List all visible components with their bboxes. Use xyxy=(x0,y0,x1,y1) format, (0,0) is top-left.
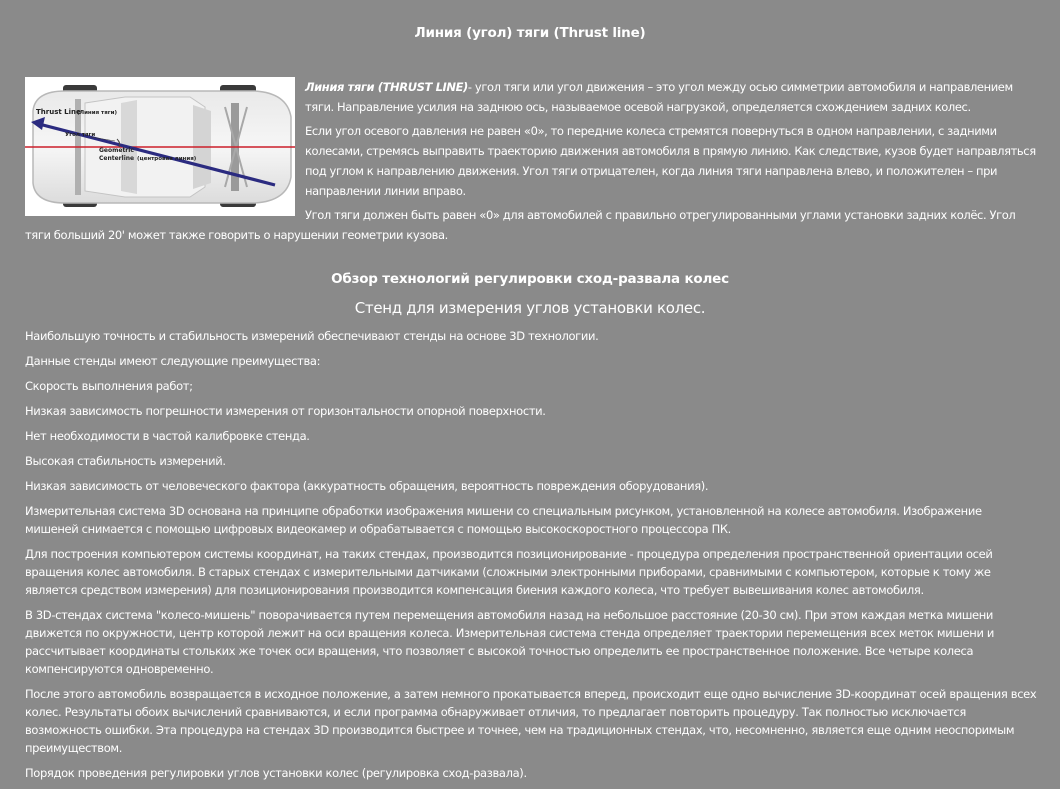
label-thrust-line: Thrust Line xyxy=(36,108,81,116)
paragraph: Измерительная система 3D основана на принципе обработки изображения мишени со специальным рисунком, установленной на колесе автомобиля. Изображение мишеней снимается с помощью цифровых видеокамер и обрабатывается с помощью высокоскоростного процессора ПК. xyxy=(25,504,982,536)
paragraph: В 3D-стендах система "колесо-мишень" поворачивается путем перемещения автомобиля назад на небольшое расстояние (20-30 см). При этом каждая метка мишени движется по окружности, центр которой лежит на оси вращения колеса. Измерительная система стенда определяет траектории перемещения всех меток мишени и рассчитывает координаты стольких же точек оси вращения, что позволяет с высокой точностью определить ее пространственное положение. Все четыре колеса компенсируются одновременно. xyxy=(25,608,994,676)
paragraph: Порядок проведения регулировки углов установки колес (регулировка сход-развала). xyxy=(25,766,527,780)
section-title-alignment-tech: Обзор технологий регулировки сход-развала колес xyxy=(331,271,729,287)
list-item: Нет необходимости в частой калибровке стенда. xyxy=(25,429,310,443)
list-item: Низкая зависимость погрешности измерения от горизонтальности опорной поверхности. xyxy=(25,404,546,418)
paragraph: Для построения компьютером системы координат, на таких стендах, производится позиционирование - процедура определения пространственной ориентации осей вращения колес автомобиля. В старых стендах с измерительными датчиками (сложными электронными приборами, сравнимыми с компьютером, которые к тому же является средством измерения) для позиционирования производится компенсация биения каждого колеса, что требует вывешивания колес автомобиля. xyxy=(25,547,993,597)
section-title-thrust-line: Линия (угол) тяги (Thrust line) xyxy=(414,25,646,41)
paragraph: Наибольшую точность и стабильность измерений обеспечивают стенды на основе 3D технологии. xyxy=(25,329,599,343)
list-item: Скорость выполнения работ; xyxy=(25,379,193,393)
label-centerline-ru: (центровая линия) xyxy=(137,156,197,162)
list-item: Низкая зависимость от человеческого фактора (аккуратность обращения, вероятность повреждения оборудования). xyxy=(25,479,709,493)
intro-paragraph-2: Если угол осевого давления не равен «0», то передние колеса стремятся повернуться в одном направлении, с задними колесами, стремясь выправить траекторию движения автомобиля в прямую линию. Как следствие, кузов будет направляться под углом к направлению движения. Угол тяги отрицателен, когда линия тяги направлена влево, и положителен – при направлении линии вправо. xyxy=(305,124,1036,198)
label-centerline: Centerline xyxy=(99,155,135,162)
alignment-tech-text xyxy=(25,327,1037,789)
thrust-line-text xyxy=(25,77,1037,245)
label-geometric: Geometric xyxy=(99,147,134,154)
section-subtitle-stand: Стенд для измерения углов установки колес. xyxy=(354,299,706,317)
intro-paragraph-1: Линия тяги (THRUST LINE)- угол тяги или угол движения – это угол между осью симметрии автомобиля и направлением тяги. Направление усилия на заднюю ось, называемое осевой нагрузкой, определяется схождением задних колес. xyxy=(305,80,1013,114)
intro-lead: Линия тяги (THRUST LINE) xyxy=(305,80,468,94)
label-thrust-angle: Угол тяги xyxy=(65,132,96,138)
label-thrust-line-ru: (Линия тяги) xyxy=(77,110,117,116)
paragraph: После этого автомобиль возвращается в исходное положение, а затем немного прокатывается вперед, происходит еще одно вычисление 3D-координат осей вращения всех колес. Результаты обоих вычислений сравниваются, и если программа обнаруживает отличия, то предлагает повторить процедуру. Так полностью исключается возможность ошибки. Эта процедура на стендах 3D производится быстрее и точнее, чем на традиционных стендах, что, несомненно, является еще одним неоспоримым преимуществом. xyxy=(25,687,1037,755)
intro-paragraph-3: Угол тяги должен быть равен «0» для автомобилей с правильно отрегулированными углами установки задних колёс. Угол тяги больший 20' может также говорить о нарушении геометрии кузова. xyxy=(25,208,1016,242)
list-item: Высокая стабильность измерений. xyxy=(25,454,226,468)
paragraph: Данные стенды имеют следующие преимущества: xyxy=(25,354,321,368)
